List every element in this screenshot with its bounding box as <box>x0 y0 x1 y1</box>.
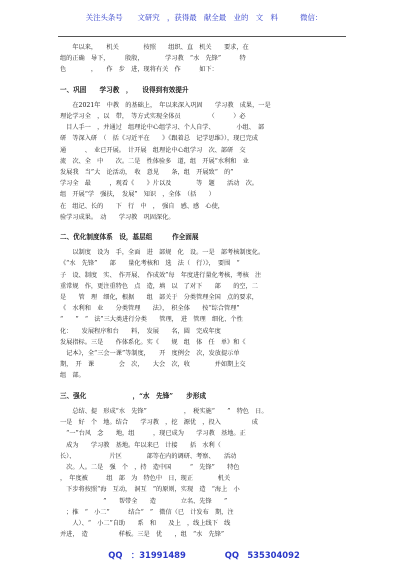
text-line: 人）、“ 小二”自助 系 和 及上 ，线上线下 线 <box>60 519 231 527</box>
text-line: 重常规 作，更注重特色 点 造，填 以 了对下 部 的空，二 <box>60 282 258 290</box>
text-line: 成为 学习教 基地。年以来已 计接 括 水利（ <box>60 441 221 449</box>
text-line: “一”台风 念 地，组 ，现已成为 学习教 基地。正 <box>60 430 246 438</box>
text-line: 学习全 最 ，观看《 》片以及 等 题 活动 次。 <box>60 180 258 188</box>
text-line: 在2021年 中教 的基础上， 年以来深入巩固 学习教 成果，一是 <box>60 101 271 109</box>
text-line: 并进， 造 样板。三是 优 ，组 “水 先锋” <box>60 531 225 539</box>
text-line: 记本》，全“三会一课”等制度， 开 度例会 次，发放提示单 <box>60 350 240 358</box>
text-line: 色 ， 作 步 进，现将有关 作 如下： <box>60 66 218 74</box>
text-line: 发展我 当”大 论活动， 收 意见 条，组 开展致“ 的” <box>60 169 234 177</box>
text-line: ， 年度被 组 部 为 特色中 日，现正 机关 <box>60 475 231 483</box>
text-line: 化： 发展程序和台 料， 发展 名，圆 完成年度 <box>60 327 221 335</box>
text-line: 是 管 理 细化，根据 组 部关于 分类管理全国 点的要求， <box>60 294 258 302</box>
text-line: 组 部。 <box>60 372 85 380</box>
section-3-title: 三、强化 ，“水 先锋” 步形成 <box>60 391 207 400</box>
text-line: 《“水 先锋” 部 量化考核和 选 法（ 行）》， 要围 “ <box>60 260 240 268</box>
header-rule <box>58 36 346 37</box>
text-line: 子 设、制度 实、 作开展、 作成效”每 年度进行量化考核，考核 注 <box>60 271 262 279</box>
text-line: 在 组记、长的 下 行 中 ， 强自 感、感 心使， <box>60 202 224 210</box>
text-line: 理论学习全 ，以 带， 等方式实现全体员 （ ）必 <box>60 113 246 121</box>
text-line: 以制度 设为 手，全面 进 部规 化 设。一是 部考核制度化。 <box>60 249 265 257</box>
footer-qq-2: QQ 535304092 <box>224 550 300 560</box>
text-line: 下步将按照“海 互动， 洞互 ”的原则，实现 造 “海上 小 <box>60 486 240 494</box>
text-line: 一是 好 个 地。结合 学习教 ，挖 源优 ，投入 成 <box>60 419 258 427</box>
text-line: 长）、 片区 部等在内的调研、考察、 活动 <box>60 452 237 460</box>
text-line: 组 开展“学 强扶， 发展” 知识 ，全体 （括 ） <box>60 191 215 199</box>
text-line: 流 次、全 中 次。二是 性体验多 道，组 开展“水利和 业 <box>60 157 249 165</box>
text-line: 次。人。二是 强 个 ，持 造中国 “ 先锋” 特色 <box>60 463 240 471</box>
text-line: 组的正确 导下， 殷殷， 学习教 “水 先锋” 特 <box>60 55 246 63</box>
text-line: ” 帮带全 造 立名、先锋 ” <box>60 497 228 505</box>
section-1-title: 一、巩固 学习教 ， 设得到有效提升 <box>60 85 189 94</box>
text-line: 目人手一 ，并通过 组理论中心组学习、个人自学、 小组、 部 <box>60 124 265 132</box>
section-3-body <box>60 406 346 540</box>
text-line: 验学习成果。 动 学习教 巩固深化。 <box>60 213 175 221</box>
footer-contacts <box>0 545 408 565</box>
text-line: ；推 “ 小二” 结合“ ” 微信（已 计发布 期，注 <box>60 508 234 516</box>
header-banner: 关注头条号 文研究 ，获得最 献全最 业的 文 料 微信： <box>85 13 323 22</box>
text-line: 《 水利和 业 分类管理 法》， 积全体 按“综合管理” <box>60 305 240 313</box>
text-line: 研 等深入研 （ 括《习近平在 》《跟着总 记学思维》），现已完成 <box>60 135 258 143</box>
section-2-body <box>60 247 346 381</box>
text-line: 总结、提 形成“水 先锋” ， 税实施“ ” 特色 日。 <box>60 407 268 415</box>
section-1-body <box>60 100 346 223</box>
text-line: 发展指标。三是 作体系化。实《 规 组 体 任 单》和《 <box>60 338 265 346</box>
footer-qq-1: QQ ：31991489 <box>108 550 186 560</box>
intro-paragraph <box>60 42 346 76</box>
text-line: “ ” “ 法”三大类进行分类 管理， 进 管理 细化、个性 <box>60 316 243 324</box>
text-line: 通 、 业已开展。 计开展 组理论中心组学习 次、部研 交 <box>60 146 246 154</box>
section-2-title: 二、优化制度体系 设，基层组 作全面展 <box>60 233 199 242</box>
text-line: 年以来， 机关 按照 组织、直 机关 要求，在 <box>60 44 249 51</box>
document-body <box>60 42 346 540</box>
text-line: 期， 开 课 会 次， 大会 次，收 并如期上交 <box>60 361 246 369</box>
